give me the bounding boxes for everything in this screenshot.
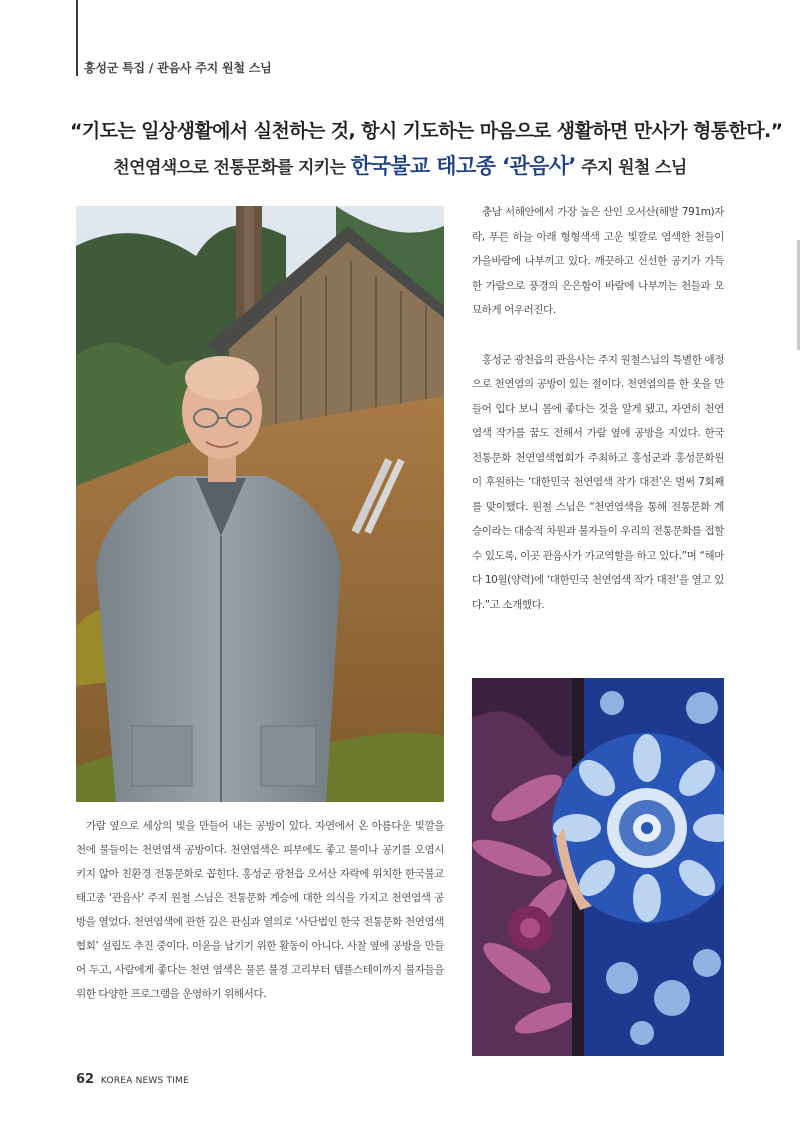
magazine-name: KOREA NEWS TIME bbox=[100, 1076, 189, 1086]
article-paragraph: 홍성군 광천읍의 관음사는 주지 원철스님의 특별한 애정으로 천연염의 공방이 있는 절이다. 천연염의를 한 옷을 만들어 입다 보니 몸에 좋다는 것을 알게 됐고, 자연히 천연염색 작가를 꿈도 전해서 가람 옆에 공방을 지었다. 한국 전통문화 천연염색협회가 주최하고 홍성군과 홍성문화원이 후원하는 ‘대한민국 천연염색 작가 대전’은 벌써 7회째를 맞이했다. 원철 스님은 “천연염색을 통해 전통문화 계승이라는 대승적 차원과 불자들이 우리의 전통문화를 접할 수 있도록, 이곳 관음사가 가교역할을 하고 있다.”며 “해마다 10월(양력)에 ‘대한민국 천연염색 작가 대전’을 열고 있다.”고 소개했다. bbox=[472, 353, 724, 611]
subheadline-prefix: 천연염색으로 전통문화를 지키는 bbox=[113, 158, 351, 178]
subheadline-highlight: 한국불교 태고종 ‘관음사’ bbox=[350, 154, 576, 178]
header-rule bbox=[76, 0, 78, 76]
monk-photo bbox=[76, 206, 444, 802]
subheadline bbox=[70, 150, 730, 180]
article-paragraph: 가람 옆으로 세상의 빛을 만들어 내는 공방이 있다. 자연에서 온 아름다운 빛깔을 천에 물들이는 천연염색 공방이다. 천연염색은 피부에도 좋고 물이나 공기를 오염시키지 않아 친환경 전통문화로 꼽힌다. 홍성군 광천읍 오서산 자락에 위치한 한국불교 태고종 ‘관음사’ 주지 원철 스님은 전통문화 계승에 대한 의식을 가지고 천연염색 공방을 열었다. 천연염색에 관한 깊은 관심과 열의로 ‘사단법인 한국 전통문화 천연염색협회’ 설립도 추진 중이다. 이윤을 남기기 위한 활동이 아니다. 사찰 옆에 공방을 만들어 두고, 사람에게 좋다는 천연 염색은 물론 불경 고리부터 템플스테이까지 불자들을 위한 다양한 프로그램을 운영하기 위해서다. bbox=[76, 820, 444, 1000]
section-label: 홍성군 특집 / 관음사 주지 원철 스님 bbox=[84, 61, 272, 75]
page-number: 62 bbox=[76, 1072, 95, 1087]
article-column-right bbox=[472, 200, 724, 617]
article-paragraph: 충남 서해안에서 가장 높은 산인 오서산(해발 791m)자락, 푸른 하늘 아래 형형색색 고운 빛깔로 염색한 천들이 가을바람에 나부끼고 있다. 깨끗하고 신선한 공기가 가득한 가람으로 풍경의 은은함이 바람에 나부끼는 천들과 오묘하게 어우러진다. bbox=[472, 206, 724, 316]
dyed-fabric-photo bbox=[472, 678, 724, 1056]
article-column-bottom bbox=[76, 814, 444, 1006]
page-footer bbox=[76, 1072, 189, 1087]
headline-quote: “기도는 일상생활에서 실천하는 것, 항시 기도하는 마음으로 생활하면 만사가 형통한다.” bbox=[70, 120, 783, 142]
subheadline-suffix: 주지 원철 스님 bbox=[575, 158, 687, 178]
